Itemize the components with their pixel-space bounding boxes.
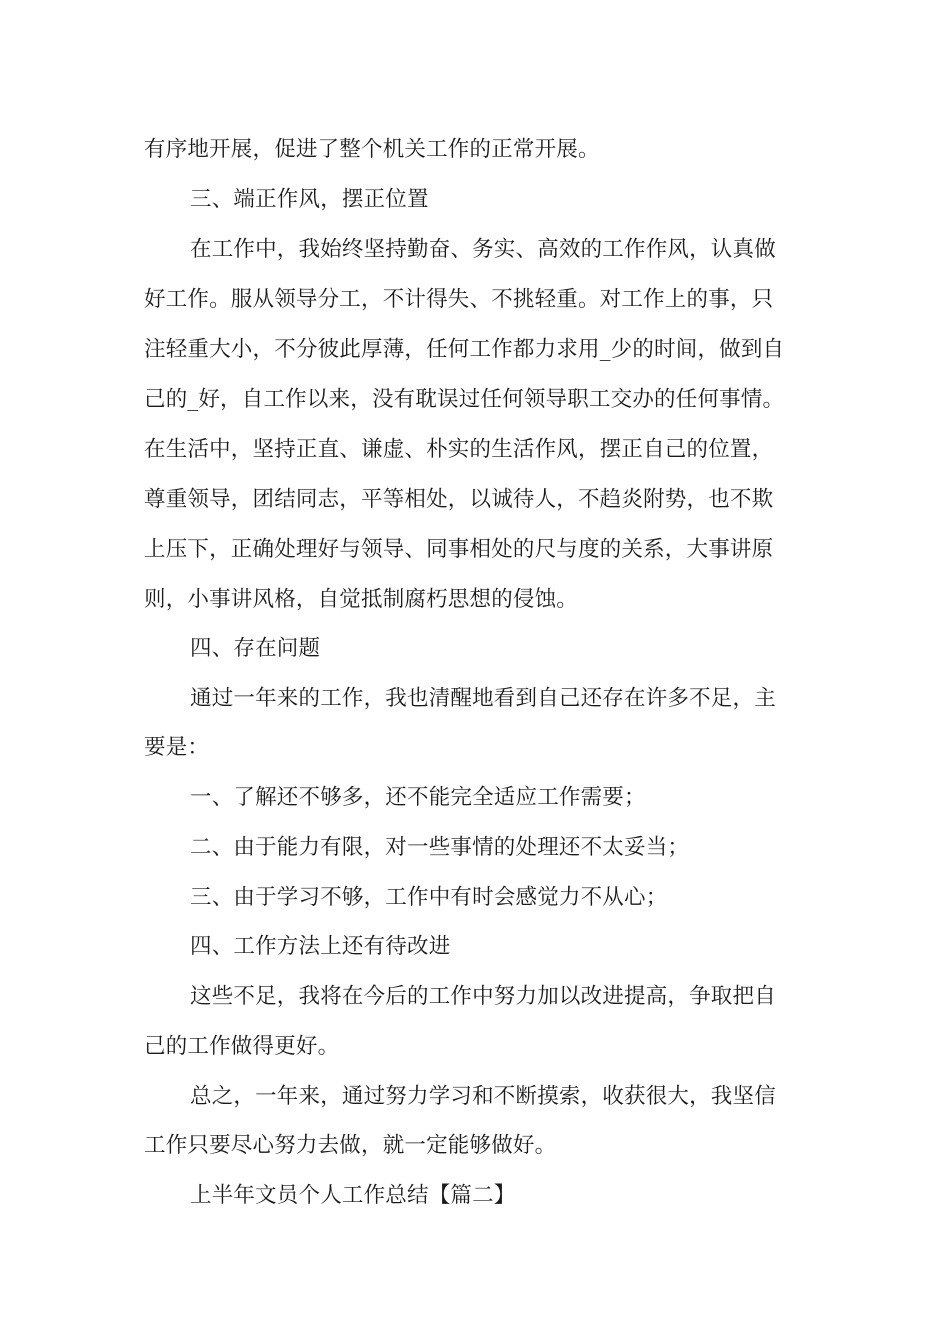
list-item: 三、由于学习不够，工作中有时会感觉力不从心；	[190, 885, 668, 910]
paragraph-line: 则，小事讲风格，自觉抵制腐朽思想的侵蚀。	[144, 587, 579, 612]
paragraph-line: 己的工作做得更好。	[144, 1034, 340, 1059]
body-text-line: 有序地开展，促进了整个机关工作的正常开展。	[144, 137, 600, 162]
paragraph-line: 己的_好，自工作以来，没有耽误过任何领导职工交办的任何事情。	[144, 387, 785, 412]
paragraph-line: 注轻重大小，不分彼此厚薄，任何工作都力求用_少的时间，做到自	[144, 337, 785, 362]
section-heading: 四、存在问题	[190, 636, 321, 661]
paragraph-line: 通过一年来的工作，我也清醒地看到自己还存在许多不足，主	[190, 686, 776, 711]
section-heading: 三、端正作风，摆正位置	[190, 187, 429, 212]
paragraph-line: 要是：	[144, 735, 210, 760]
list-item: 四、工作方法上还有待改进	[190, 934, 451, 959]
paragraph-line: 在工作中，我始终坚持勤奋、务实、高效的工作作风，认真做	[190, 237, 776, 262]
paragraph-line: 好工作。服从领导分工，不计得失、不挑轻重。对工作上的事，只	[144, 287, 774, 312]
section-title: 上半年文员个人工作总结【篇二】	[190, 1183, 516, 1208]
paragraph-line: 工作只要尽心努力去做，就一定能够做好。	[144, 1133, 557, 1158]
list-item: 一、了解还不够多，还不能完全适应工作需要；	[190, 785, 646, 810]
list-item: 二、由于能力有限，对一些事情的处理还不太妥当；	[190, 835, 690, 860]
paragraph-line: 上压下，正确处理好与领导、同事相处的尺与度的关系，大事讲原	[144, 537, 774, 562]
paragraph-line: 在生活中，坚持正直、谦虚、朴实的生活作风，摆正自己的位置，	[144, 437, 774, 462]
paragraph-line: 尊重领导，团结同志，平等相处，以诚待人，不趋炎附势，也不欺	[144, 487, 774, 512]
paragraph-line: 总之，一年来，通过努力学习和不断摸索，收获很大，我坚信	[190, 1084, 776, 1109]
paragraph-line: 这些不足，我将在今后的工作中努力加以改进提高，争取把自	[190, 984, 776, 1009]
